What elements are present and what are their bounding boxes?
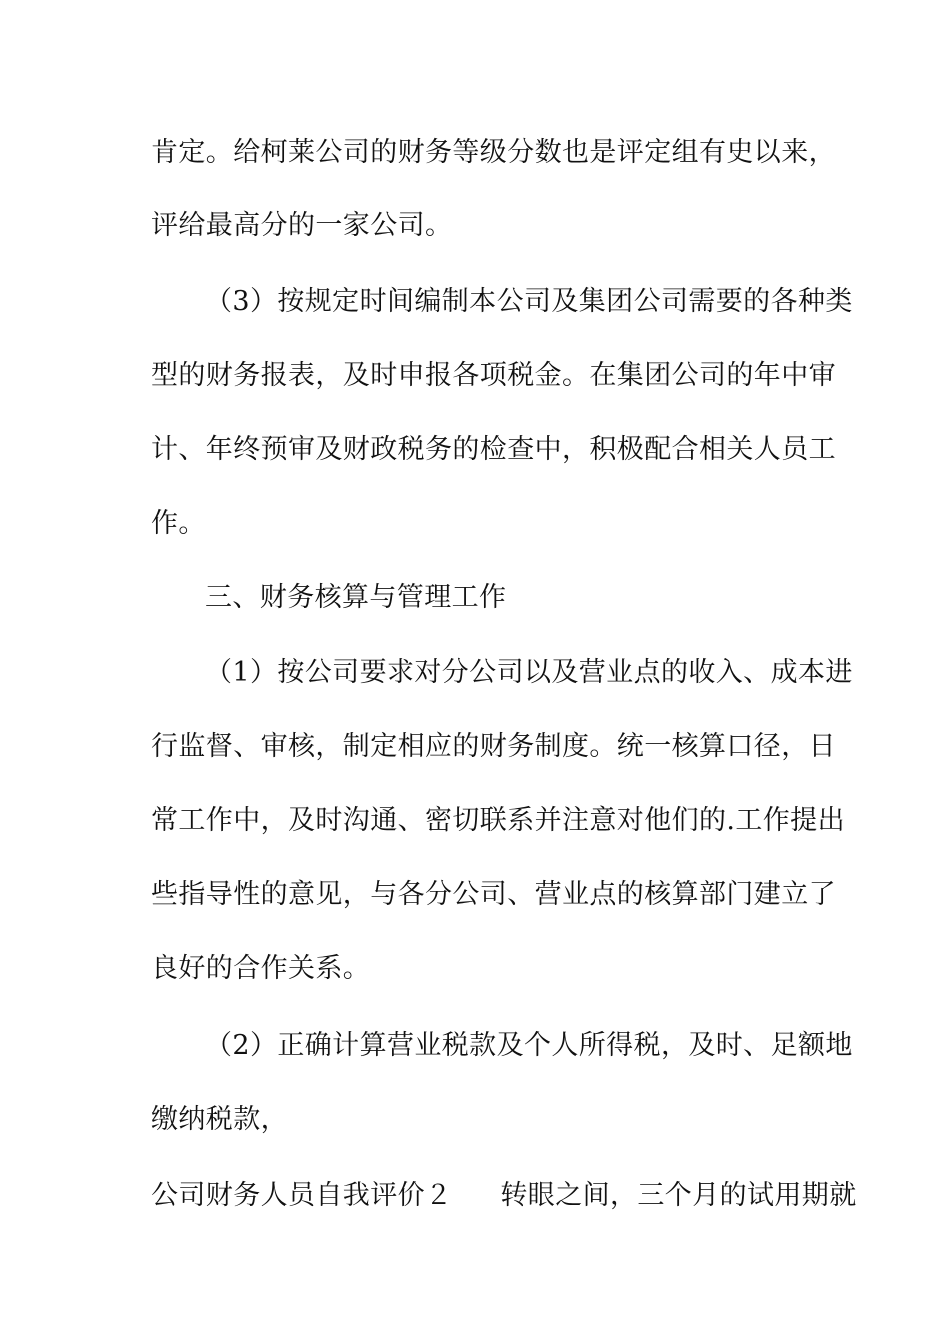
paragraph-line: 肯定。给柯莱公司的财务等级分数也是评定组有史以来， (151, 137, 836, 168)
paragraph-line: （1）按公司要求对分公司以及营业点的收入、成本进 (205, 657, 853, 688)
article-title: 公司财务人员自我评价２ (151, 1180, 453, 1211)
paragraph-line: （3）按规定时间编制本公司及集团公司需要的各种类 (205, 286, 853, 317)
paragraph-line: 行监督、审核，制定相应的财务制度。统一核算口径，日 (151, 731, 836, 762)
paragraph-line: 缴纳税款， (151, 1104, 288, 1135)
paragraph-line: 评给最高分的一家公司。 (151, 210, 453, 241)
section-heading: 三、财务核算与管理工作 (205, 582, 507, 613)
paragraph-line: 些指导性的意见，与各分公司、营业点的核算部门建立了 (151, 879, 836, 910)
article-intro-text: 转眼之间，三个月的试用期就 (500, 1180, 857, 1211)
paragraph-line: 计、年终预审及财政税务的检查中，积极配合相关人员工 (151, 434, 836, 465)
paragraph-line: （2）正确计算营业税款及个人所得税，及时、足额地 (205, 1030, 853, 1061)
paragraph-line: 型的财务报表，及时申报各项税金。在集团公司的年中审 (151, 360, 836, 391)
paragraph-line: 常工作中，及时沟通、密切联系并注意对他们的.工作提出 (151, 805, 845, 836)
paragraph-line: 作。 (151, 508, 206, 539)
paragraph-line: 良好的合作关系。 (151, 953, 371, 984)
paragraph-line (151, 1178, 857, 1214)
